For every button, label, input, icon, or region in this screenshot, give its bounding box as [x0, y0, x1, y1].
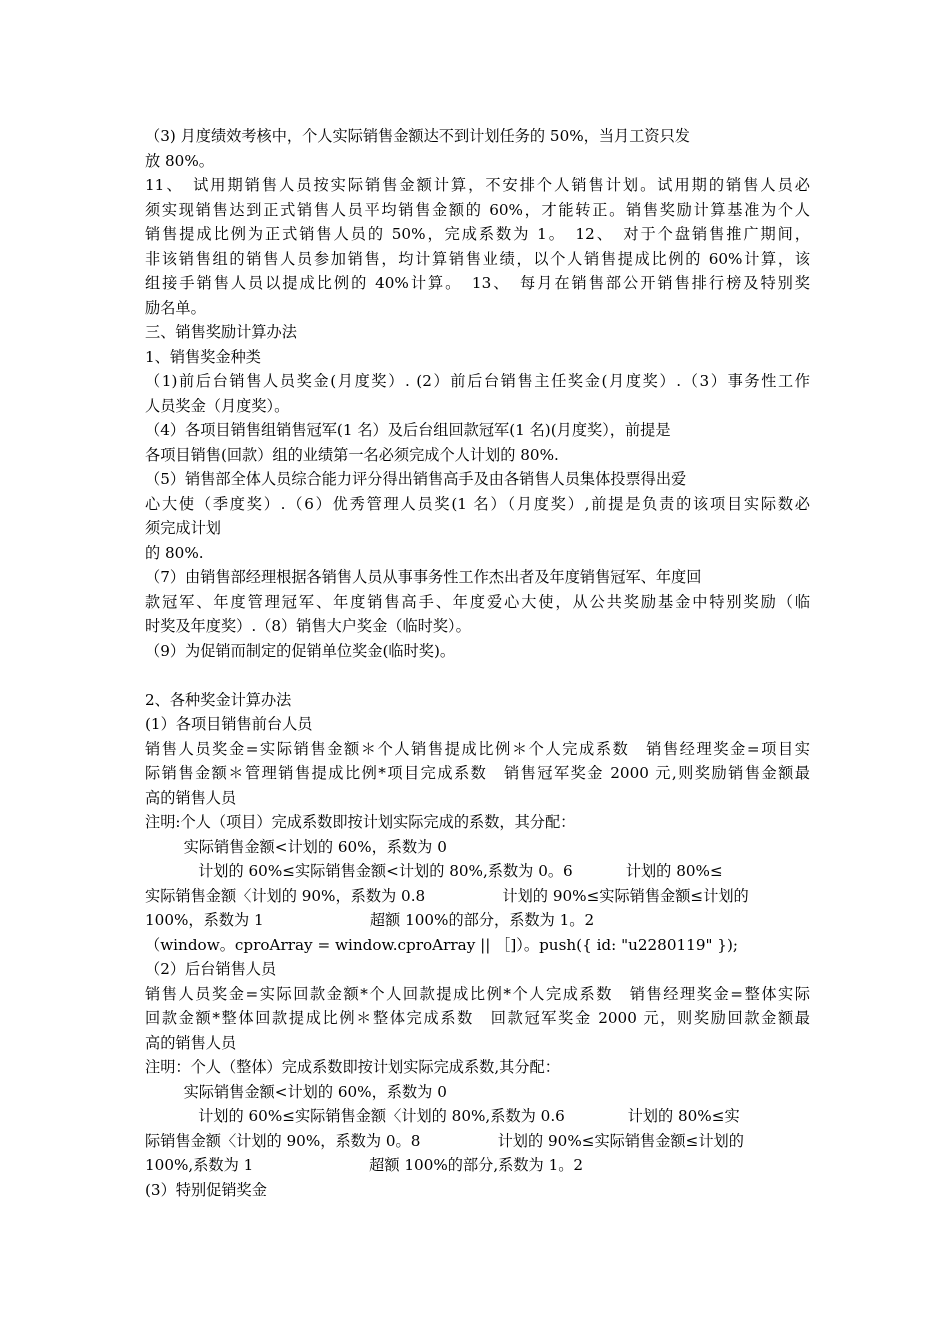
- text-line: 人员奖金（月度奖）。: [145, 396, 290, 415]
- blank-line: [145, 663, 810, 688]
- text-line: 11、 试用期销售人员按实际销售金额计算，不安排个人销售计划。试用期的销售人员必: [145, 176, 810, 194]
- text-line: 各项目销售(回款）组的业绩第一名必须完成个人计划的 80%.: [145, 445, 559, 464]
- text-line: （7）由销售部经理根据各销售人员从事事务性工作杰出者及年度销售冠军、年度回: [145, 568, 702, 586]
- text-line: 励名单。: [145, 298, 206, 317]
- text-line: （window。cproArray = window.cproArray || ［]）。push({ id: "u2280119" });: [145, 935, 739, 954]
- text-line: 实际销售金额<计划的 60%，系数为 0: [145, 1082, 447, 1101]
- text-line: (3）特别促销奖金: [145, 1180, 267, 1199]
- text-line: 回款金额*整体回款提成比例＊整体完成系数 回款冠军奖金 2000 元，则奖励回款金额最: [145, 1009, 810, 1027]
- text-line: （5）销售部全体人员综合能力评分得出销售高手及由各销售人员集体投票得出爱: [145, 470, 687, 488]
- text-line: 时奖及年度奖）.（8）销售大户奖金（临时奖）。: [145, 617, 471, 635]
- text-line: （2）后台销售人员: [145, 960, 277, 978]
- text-line: 放 80%。: [145, 151, 214, 170]
- text-line: 销售人员奖金=实际销售金额＊个人销售提成比例＊个人完成系数 销售经理奖金=项目实: [145, 739, 810, 758]
- text-line: 实际销售金额〈计划的 90%，系数为 0.8 计划的 90%≤实际销售金额≤计划的: [145, 886, 749, 905]
- document-body: [145, 124, 810, 1202]
- text-line: （1)前后台销售人员奖金(月度奖）. (2）前后台销售主任奖金(月度奖）.（3）事务性工作: [145, 372, 810, 390]
- text-line: 100%，系数为 1 超额 100%的部分，系数为 1。2: [145, 911, 595, 929]
- text-line: 非该销售组的销售人员参加销售，均计算销售业绩，以个人销售提成比例的 60%计算，该: [145, 249, 810, 268]
- text-line: （9）为促销而制定的促销单位奖金(临时奖)。: [145, 641, 456, 660]
- text-line: 际销售金额＊管理销售提成比例*项目完成系数 销售冠军奖金 2000 元,则奖励销售金额最: [145, 764, 810, 782]
- text-line: 心大使（季度奖）.（6）优秀管理人员奖(1 名）（月度奖）,前提是负责的该项目实际数必: [145, 494, 810, 513]
- text-line: 组接手销售人员以提成比例的 40%计算。 13、 每月在销售部公开销售排行榜及特别奖: [145, 274, 810, 292]
- text-line: 注明：个人（整体）完成系数即按计划实际完成系数,其分配：: [145, 1058, 560, 1076]
- text-line: 注明:个人（项目）完成系数即按计划实际完成的系数，其分配：: [145, 813, 576, 831]
- text-line: 实际销售金额<计划的 60%，系数为 0: [145, 837, 447, 856]
- text-line: 款冠军、年度管理冠军、年度销售高手、年度爱心大使，从公共奖励基金中特别奖励（临: [145, 592, 810, 611]
- text-line: 须完成计划: [145, 519, 221, 537]
- text-line: （4）各项目销售组销售冠军(1 名）及后台组回款冠军(1 名)(月度奖），前提是: [145, 421, 671, 439]
- text-line: 销售提成比例为正式销售人员的 50%，完成系数为 1。 12、 对于个盘销售推广期间，: [145, 225, 810, 243]
- text-line: 际销售金额〈计划的 90%，系数为 0。8 计划的 90%≤实际销售金额≤计划的: [145, 1131, 744, 1150]
- text-line: 高的销售人员: [145, 788, 237, 807]
- text-line: 计划的 60%≤实际销售金额<计划的 80%,系数为 0。6 计划的 80%≤: [145, 862, 723, 880]
- text-line: 1、销售奖金种类: [145, 347, 261, 366]
- text-line: 的 80%.: [145, 543, 204, 562]
- text-line: 计划的 60%≤实际销售金额〈计划的 80%,系数为 0.6 计划的 80%≤实: [145, 1107, 740, 1125]
- text-line: 2、各种奖金计算办法: [145, 690, 292, 709]
- text-line: 高的销售人员: [145, 1033, 237, 1052]
- text-line: 三、销售奖励计算办法: [145, 323, 297, 341]
- text-line: 100%,系数为 1 超额 100%的部分,系数为 1。2: [145, 1156, 584, 1174]
- text-line: (1）各项目销售前台人员: [145, 715, 313, 733]
- text-line: 须实现销售达到正式销售人员平均销售金额的 60%，才能转正。销售奖励计算基准为个人: [145, 200, 810, 219]
- text-line: （3) 月度绩效考核中，个人实际销售金额达不到计划任务的 50%，当月工资只发: [145, 127, 690, 145]
- text-line: 销售人员奖金=实际回款金额*个人回款提成比例*个人完成系数 销售经理奖金=整体实际: [145, 984, 810, 1003]
